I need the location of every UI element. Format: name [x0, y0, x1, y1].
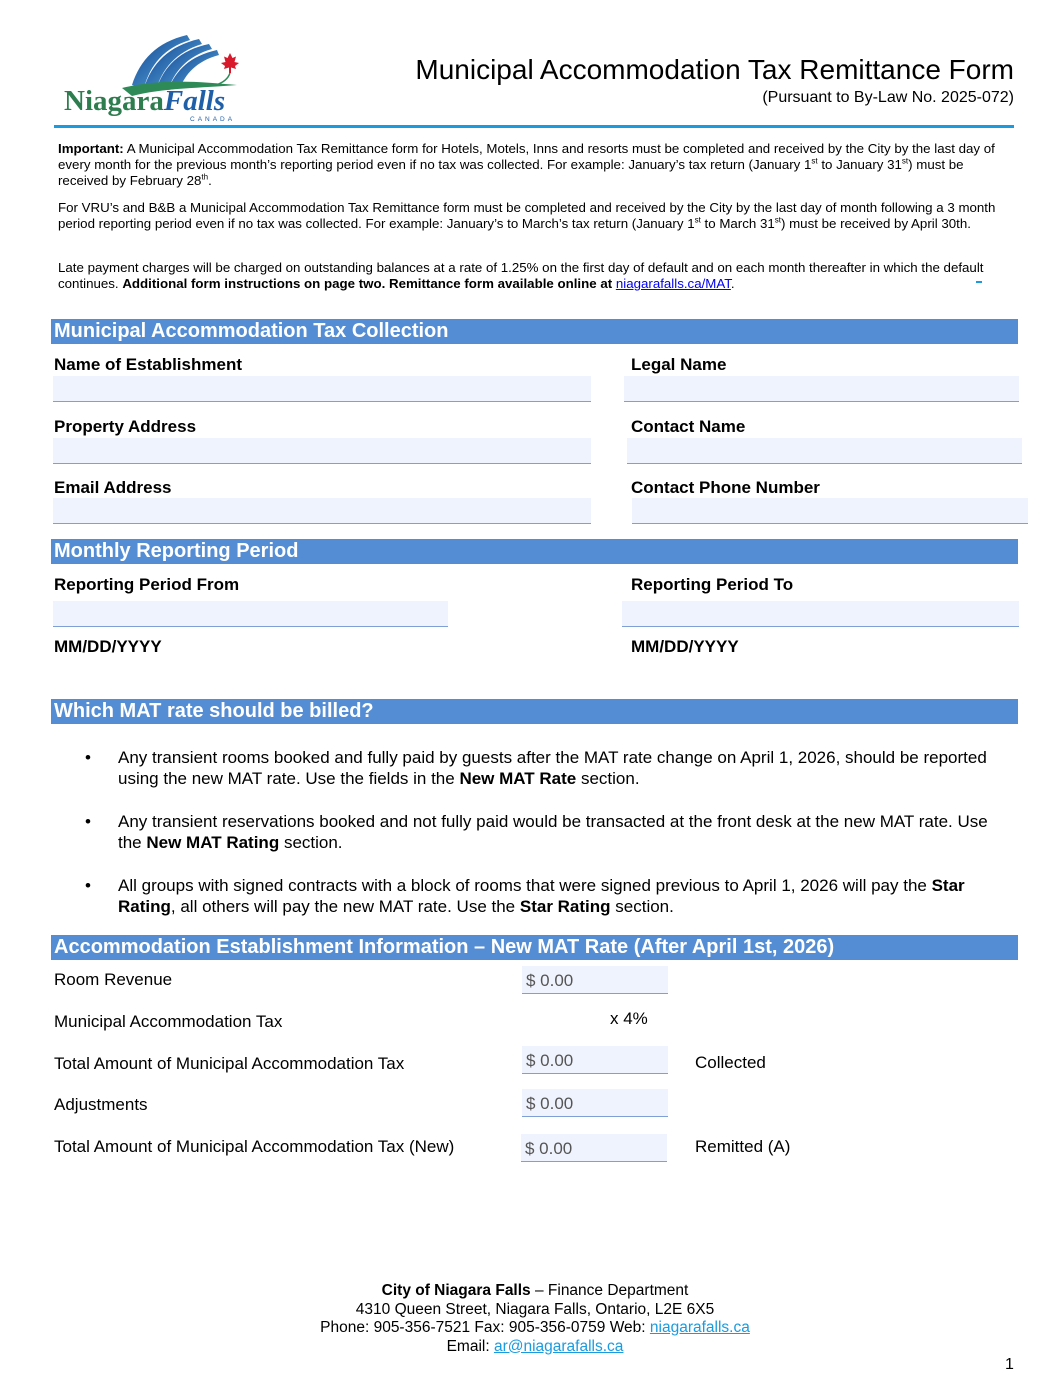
- period-from-format-hint: MM/DD/YYYY: [54, 637, 162, 656]
- header-divider: [54, 125, 1014, 128]
- label-municipal-accommodation-tax: Municipal Accommodation Tax: [54, 1012, 283, 1031]
- label-adjustments: Adjustments: [54, 1095, 148, 1114]
- list-item: • Any transient reservations booked and not fully paid would be transacted at the front desk at the new MAT rate. Use the New MAT Rating section.: [85, 812, 988, 852]
- footer-web-link[interactable]: niagarafalls.ca: [649, 1319, 750, 1336]
- page-number: 1: [1005, 1356, 1014, 1373]
- label-total-collected: Total Amount of Municipal Accommodation Tax: [54, 1054, 405, 1073]
- mat-online-link[interactable]: niagarafalls.ca/MAT: [615, 276, 731, 291]
- logo-wordmark-niagara: Niagara: [64, 85, 164, 117]
- logo-wordmark-canada: CANADA: [190, 116, 236, 123]
- label-contact-name: Contact Name: [631, 417, 746, 436]
- label-legal-name: Legal Name: [631, 355, 727, 374]
- footer-dept: – Finance Department: [530, 1282, 689, 1299]
- total-remitted-input[interactable]: [521, 1134, 667, 1162]
- room-revenue-input[interactable]: [522, 966, 668, 994]
- name-of-establishment-input[interactable]: [53, 376, 591, 402]
- legal-name-input[interactable]: [624, 376, 1019, 402]
- label-contact-phone: Contact Phone Number: [631, 478, 820, 497]
- bullet-icon: •: [85, 812, 91, 831]
- bullet-icon: •: [85, 876, 91, 895]
- list-item: • All groups with signed contracts with a block of rooms that were signed previous to April 1, 2026 will pay the Star Rating, all others will pay the new MAT rate. Use the Star Rating section.: [85, 876, 965, 916]
- bullet-icon: •: [85, 748, 91, 767]
- list-item: • Any transient rooms booked and fully paid by guests after the MAT rate change on April 1, 2026, should be reported using the new MAT rate. Use the fields in the New MAT Rate section.: [85, 748, 987, 788]
- footer-phone-fax: Phone: 905-356-7521 Fax: 905-356-0759 Web:: [320, 1319, 650, 1336]
- stray-link-mark: [976, 281, 982, 283]
- maple-leaf-icon: [216, 53, 239, 85]
- section-header-reporting-period: Monthly Reporting Period: [51, 539, 1018, 564]
- intro-important-paragraph: Important: A Municipal Accommodation Tax Remittance form for Hotels, Motels, Inns and resorts must be completed and received by the City by the last day of every month for the previous month’s reporting period even if no tax was collected. For example: January’s tax return (January 1st to January 31st) must be received by February 28th.: [58, 141, 995, 188]
- label-property-address: Property Address: [54, 417, 197, 436]
- label-period-to: Reporting Period To: [631, 575, 794, 594]
- label-email-address: Email Address: [54, 478, 172, 497]
- form-subtitle: (Pursuant to By-Law No. 2025-072): [762, 89, 1014, 106]
- niagara-falls-logo: [62, 30, 257, 126]
- contact-phone-input[interactable]: [632, 498, 1028, 524]
- intro-vru-paragraph: For VRU’s and B&B a Municipal Accommodation Tax Remittance form must be completed and received by the City by the last day of month following a 3 month period reporting period even if no tax was collected. For example: January’s to March’s tax return (January 1st to March 31st) must be received by April 30th.: [58, 200, 996, 231]
- total-collected-input[interactable]: [522, 1046, 668, 1074]
- footer-address: 4310 Queen Street, Niagara Falls, Ontario, L2E 6X5: [355, 1300, 715, 1318]
- period-from-input[interactable]: [53, 601, 448, 627]
- rate-guidance-list: [85, 747, 1015, 939]
- period-to-input[interactable]: [622, 601, 1019, 627]
- email-address-input[interactable]: [53, 498, 591, 524]
- contact-name-input[interactable]: [627, 438, 1022, 464]
- section-header-new-mat-rate: Accommodation Establishment Information – New MAT Rate (After April 1st, 2026): [51, 935, 1018, 960]
- section-header-which-rate: Which MAT rate should be billed?: [51, 699, 1018, 724]
- section-header-tax-collection: Municipal Accommodation Tax Collection: [51, 319, 1018, 344]
- label-period-from: Reporting Period From: [54, 575, 240, 594]
- form-title: Municipal Accommodation Tax Remittance Form: [415, 54, 1014, 85]
- label-total-remitted: Total Amount of Municipal Accommodation Tax (New): [54, 1137, 455, 1156]
- property-address-input[interactable]: [53, 438, 591, 464]
- footer-email-label: Email:: [446, 1337, 494, 1355]
- mat-rate-multiplier: x 4%: [610, 1009, 648, 1028]
- logo-wordmark-falls: Falls: [163, 85, 226, 117]
- remitted-suffix: Remitted (A): [695, 1137, 791, 1156]
- intro-late-payment-paragraph: Late payment charges will be charged on outstanding balances at a rate of 1.25% on the first day of default and on each month thereafter in which the default continues. Additional form instructions on page two. Remittance form available online at niagarafalls.ca/MAT.: [58, 260, 984, 291]
- adjustments-input[interactable]: [522, 1089, 668, 1117]
- footer-contact-block: [0, 1282, 1054, 1356]
- period-to-format-hint: MM/DD/YYYY: [631, 637, 739, 656]
- footer-org: City of Niagara Falls: [381, 1282, 531, 1299]
- label-room-revenue: Room Revenue: [54, 970, 173, 989]
- footer-email-link[interactable]: ar@niagarafalls.ca: [493, 1337, 624, 1355]
- collected-suffix: Collected: [695, 1053, 766, 1072]
- label-name-of-establishment: Name of Establishment: [54, 355, 242, 374]
